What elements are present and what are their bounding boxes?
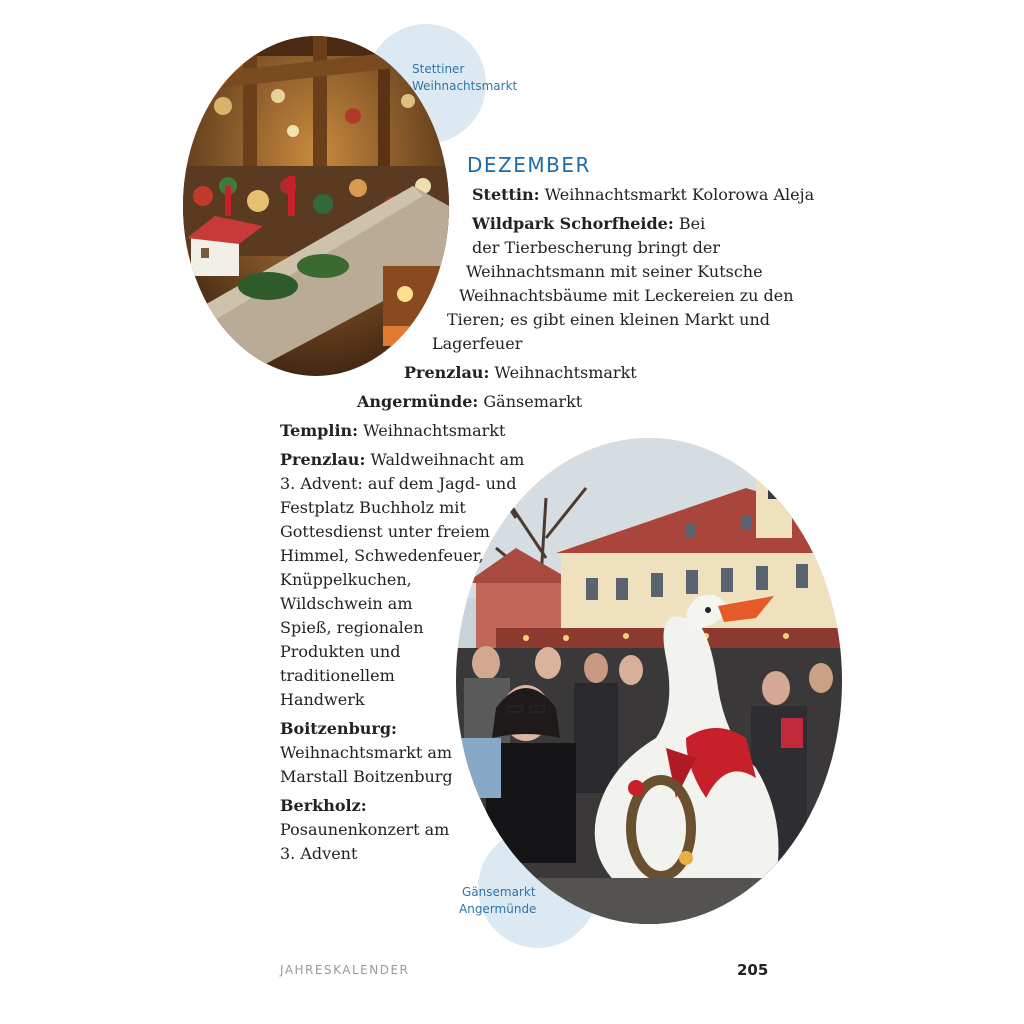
entry-templin — [280, 419, 505, 443]
entry-place: Prenzlau: — [404, 363, 490, 382]
caption-top-photo — [412, 61, 517, 95]
photo-stettiner-weihnachtsmarkt — [183, 36, 449, 376]
entry-text-line: Marstall Boitzenburg — [280, 767, 453, 786]
caption-top-line-2: Weihnachtsmarkt — [412, 79, 518, 93]
entry-text-line: 3. Advent: auf dem Jagd- und — [280, 474, 517, 493]
caption-bottom-photo — [459, 884, 536, 918]
month-heading: DEZEMBER — [467, 153, 591, 177]
entry-text: Weihnachtsmarkt — [489, 363, 637, 382]
entry-berkholz — [280, 794, 367, 818]
footer-section-title: JAHRESKALENDER — [280, 963, 410, 977]
page-number: 205 — [737, 961, 769, 979]
caption-bottom-line-2: Angermünde — [459, 902, 537, 916]
entry-text-line: Weihnachtsmarkt am — [280, 743, 453, 762]
entry-text-line: Weihnachtsmann mit seiner Kutsche — [466, 262, 763, 281]
entry-text: Weihnachtsmarkt Kolorowa Aleja — [539, 185, 815, 204]
entry-text-line: Handwerk — [280, 690, 365, 709]
entry-place: Angermünde: — [357, 392, 479, 411]
entry-wildpark-schorfheide — [472, 212, 705, 236]
entry-prenzlau-1 — [404, 361, 637, 385]
entry-text-line: traditionellem — [280, 666, 395, 685]
entry-text-line: 3. Advent — [280, 844, 358, 863]
entry-text-line: Spieß, regionalen — [280, 618, 424, 637]
entry-text: Waldweihnacht am — [365, 450, 525, 469]
entry-prenzlau-2 — [280, 448, 524, 472]
entry-text-line: Knüppelkuchen, — [280, 570, 412, 589]
entry-place: Templin: — [280, 421, 359, 440]
entry-stettin — [472, 183, 814, 207]
entry-text: Gänsemarkt — [478, 392, 583, 411]
entry-text-line: Festplatz Buchholz mit — [280, 498, 466, 517]
caption-bottom-line-1: Gänsemarkt — [462, 885, 536, 899]
caption-top-line-1: Stettiner — [412, 62, 465, 76]
entry-place: Prenzlau: — [280, 450, 366, 469]
entry-text: Weihnachtsmarkt — [358, 421, 506, 440]
entry-text-line: Gottesdienst unter freiem — [280, 522, 490, 541]
entry-text-line: Wildschwein am — [280, 594, 413, 613]
entry-place: Wildpark Schorfheide: — [472, 214, 674, 233]
entry-place: Stettin: — [472, 185, 540, 204]
entry-text-line: Tieren; es gibt einen kleinen Markt und — [447, 310, 770, 329]
entry-text: Bei — [673, 214, 706, 233]
entry-text-line: Lagerfeuer — [432, 334, 523, 353]
entry-text-line: Posaunenkonzert am — [280, 820, 450, 839]
photo-gaensemarkt-angermuende — [456, 438, 842, 924]
entry-place: Berkholz: — [280, 796, 367, 815]
entry-boitzenburg — [280, 717, 397, 741]
entry-text-line: der Tierbescherung bringt der — [472, 238, 721, 257]
entry-text-line: Produkten und — [280, 642, 401, 661]
entry-text-line: Weihnachtsbäume mit Leckereien zu den — [459, 286, 794, 305]
entry-angermuende — [357, 390, 582, 414]
entry-place: Boitzenburg: — [280, 719, 397, 738]
entry-text-line: Himmel, Schwedenfeuer, — [280, 546, 484, 565]
